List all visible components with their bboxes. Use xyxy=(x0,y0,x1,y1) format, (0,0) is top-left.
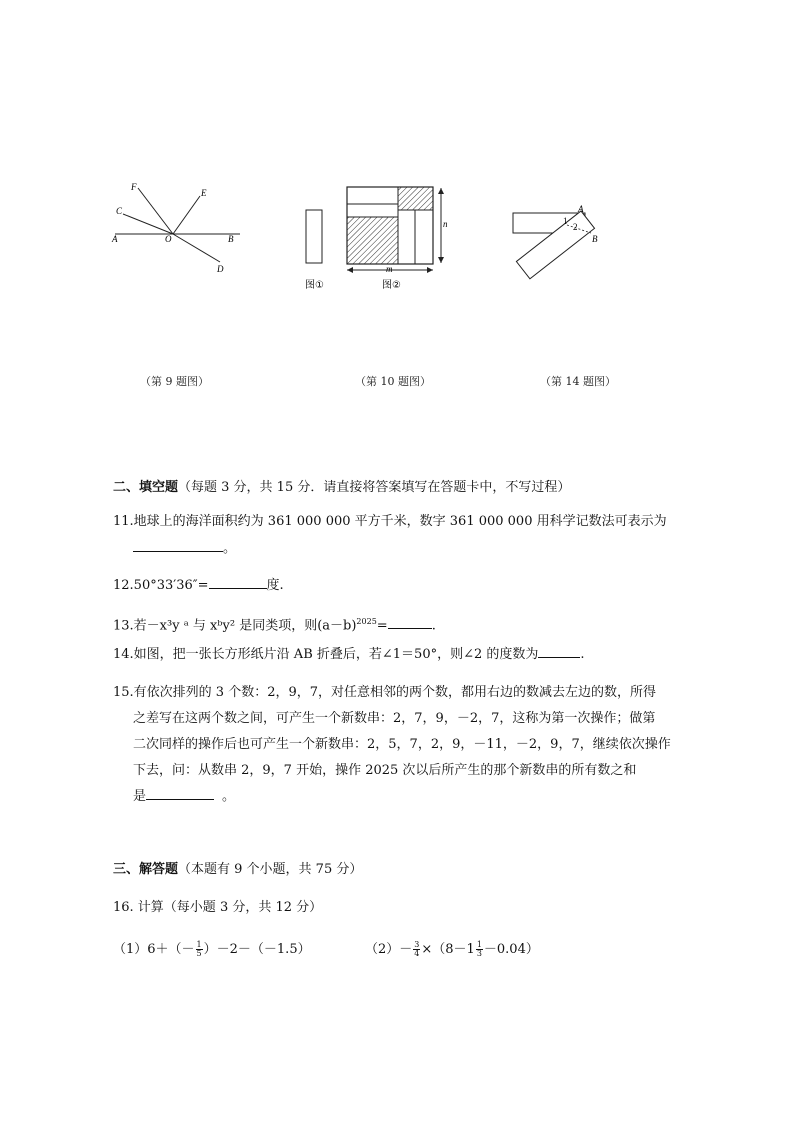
q15-line-4: 下去，问：从数串 2，9，7 开始，操作 2025 次以后所产生的那个新数串的所有数之和 xyxy=(133,763,637,778)
q14-blank[interactable] xyxy=(538,643,580,658)
q16-p2-fraction-2 xyxy=(476,941,483,958)
question-16-part-2 xyxy=(365,937,539,963)
q16-p1-pre: （1）6＋（－ xyxy=(113,942,195,957)
q14-post: . xyxy=(580,647,585,662)
question-14 xyxy=(113,642,585,668)
q16-p1-den: 5 xyxy=(196,949,202,958)
q11-blank[interactable] xyxy=(133,537,223,552)
fig14-label-a: A xyxy=(578,204,584,214)
question-12 xyxy=(113,573,284,599)
q16-p2-mid: ×（8－1 xyxy=(421,942,475,957)
fig14-label-2: 2 xyxy=(573,222,578,232)
section-2-header xyxy=(113,476,570,495)
q14-text: 14.如图，把一张长方形纸片沿 AB 折叠后，若∠1＝50°，则∠2 的度数为 xyxy=(113,647,539,662)
q16-p2-den: 4 xyxy=(414,949,420,958)
q16-p2-pre: （2）－ xyxy=(365,942,413,957)
question-11 xyxy=(113,509,667,535)
q16-p1-num: 1 xyxy=(196,940,202,949)
q16-p1-post: ）－2－（－1.5） xyxy=(203,942,311,957)
q16-p2-post: －0.04） xyxy=(483,942,539,957)
fig10-caption: （第 10 题图） xyxy=(355,375,431,388)
q16-p2-num: 3 xyxy=(414,940,420,949)
q15-last-post: 。 xyxy=(222,789,236,804)
section-2-title: 二、填空题 xyxy=(113,480,179,495)
q13-exp: 2025 xyxy=(356,617,377,626)
section-3-title: 三、解答题 xyxy=(113,862,179,877)
fig14-label-b: B xyxy=(592,234,598,244)
fig9-label-b: B xyxy=(228,234,234,244)
q16-p1-fraction xyxy=(196,941,203,958)
q15-line-3: 二次同样的操作后也可产生一个新数串：2，5，7，2，9，－11，－2，9，7，继续依次操作 xyxy=(133,737,671,752)
q15-line-2: 之差写在这两个数之间，可产生一个新数串：2，7，9，－2，7，这称为第一次操作；做第 xyxy=(133,711,656,726)
q12-pre: 12.50°33′36″= xyxy=(113,578,209,593)
fig9-label-d: D xyxy=(217,264,224,274)
q15-last-pre: 是 xyxy=(133,789,147,804)
fig9-label-a: A xyxy=(112,234,118,244)
fig10-sub2: 图② xyxy=(382,280,401,291)
question-16-part-1 xyxy=(113,937,311,963)
q11-end: 。 xyxy=(223,541,237,556)
q13-eq: = xyxy=(376,618,388,634)
q16-p2-den2: 3 xyxy=(476,949,482,958)
q13-post: . xyxy=(431,618,436,634)
question-11-answer-line xyxy=(133,536,236,562)
q15-blank[interactable] xyxy=(146,785,214,800)
section-2-note: （每题 3 分，共 15 分．请直接将答案填写在答题卡中，不写过程） xyxy=(178,480,571,495)
q15-line-5 xyxy=(113,784,671,810)
fig10-label-n: n xyxy=(443,219,448,229)
fig14-caption: （第 14 题图） xyxy=(540,375,616,388)
q11-text: 11.地球上的海洋面积约为 361 000 000 平方千米，数字 361 000 000 用科学记数法可表示为 xyxy=(113,514,667,529)
fig14-label-1: 1 xyxy=(563,216,568,226)
figure-14-diagram xyxy=(505,195,615,295)
question-16-title: 16. 计算（每小题 3 分，共 12 分） xyxy=(113,900,323,915)
fig10-sub1: 图① xyxy=(305,280,324,291)
q16-p2-fraction xyxy=(413,941,420,958)
fig9-label-o: O xyxy=(165,234,172,244)
fig10-label-m: m xyxy=(386,264,393,274)
q13-blank[interactable] xyxy=(388,614,432,629)
section-3-header xyxy=(113,858,362,877)
q12-post: 度. xyxy=(266,578,284,593)
figure-10-diagram xyxy=(295,180,465,295)
q12-blank[interactable] xyxy=(209,574,267,589)
q16-p2-num2: 1 xyxy=(476,940,482,949)
question-15 xyxy=(113,680,671,810)
fig9-label-f: F xyxy=(131,182,137,192)
fig9-caption: （第 9 题图） xyxy=(140,375,209,388)
q13-pre: 13.若－x³y ᵃ 与 xᵇy² 是同类项，则(a－b) xyxy=(113,618,357,634)
q15-line-1: 15.有依次排列的 3 个数：2，9，7，对任意相邻的两个数，都用右边的数减去左边的数，所得 xyxy=(113,685,657,700)
fig9-label-e: E xyxy=(201,188,207,198)
fig9-label-c: C xyxy=(116,206,123,216)
figure-9-diagram xyxy=(105,180,245,280)
question-13 xyxy=(113,609,436,639)
section-3-note: （本题有 9 个小题，共 75 分） xyxy=(178,862,363,877)
